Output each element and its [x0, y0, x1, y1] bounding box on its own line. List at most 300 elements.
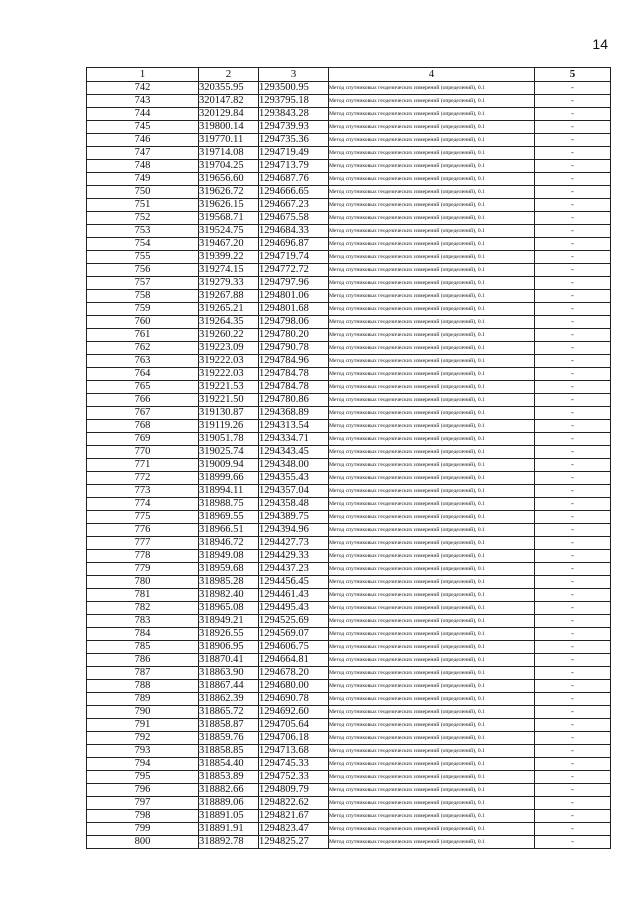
x-coordinate-cell: 319399.22	[199, 251, 259, 264]
method-cell: Метод спутниковых геодезических измерений (определений), 0.1	[329, 381, 535, 394]
method-cell: Метод спутниковых геодезических измерений (определений), 0.1	[329, 563, 535, 576]
x-coordinate-cell: 319524.75	[199, 225, 259, 238]
point-number-cell: 769	[87, 433, 199, 446]
x-coordinate-cell: 319800.14	[199, 121, 259, 134]
y-coordinate-cell: 1294784.78	[259, 381, 329, 394]
table-row	[87, 368, 611, 381]
point-number-cell: 784	[87, 628, 199, 641]
method-cell: Метод спутниковых геодезических измерений (определений), 0.1	[329, 537, 535, 550]
x-coordinate-cell: 319025.74	[199, 446, 259, 459]
y-coordinate-cell: 1293843.28	[259, 108, 329, 121]
y-coordinate-cell: 1294798.06	[259, 316, 329, 329]
table-row	[87, 290, 611, 303]
point-number-cell: 747	[87, 147, 199, 160]
y-coordinate-cell: 1294821.67	[259, 810, 329, 823]
table-row	[87, 407, 611, 420]
y-coordinate-cell: 1293500.95	[259, 82, 329, 95]
table-row	[87, 823, 611, 836]
note-cell: -	[535, 719, 611, 732]
point-number-cell: 799	[87, 823, 199, 836]
method-cell: Метод спутниковых геодезических измерений (определений), 0.1	[329, 173, 535, 186]
method-cell: Метод спутниковых геодезических измерений (определений), 0.1	[329, 394, 535, 407]
y-coordinate-cell: 1294713.79	[259, 160, 329, 173]
method-cell: Метод спутниковых геодезических измерений (определений), 0.1	[329, 186, 535, 199]
note-cell: -	[535, 654, 611, 667]
point-number-cell: 745	[87, 121, 199, 134]
note-cell: -	[535, 251, 611, 264]
point-number-cell: 798	[87, 810, 199, 823]
point-number-cell: 748	[87, 160, 199, 173]
x-coordinate-cell: 318867.44	[199, 680, 259, 693]
table-row	[87, 381, 611, 394]
point-number-cell: 765	[87, 381, 199, 394]
point-number-cell: 743	[87, 95, 199, 108]
table-row	[87, 251, 611, 264]
x-coordinate-cell: 318985.28	[199, 576, 259, 589]
x-coordinate-cell: 319467.20	[199, 238, 259, 251]
method-cell: Метод спутниковых геодезических измерений (определений), 0.1	[329, 680, 535, 693]
table-row	[87, 82, 611, 95]
method-cell: Метод спутниковых геодезических измерений (определений), 0.1	[329, 485, 535, 498]
point-number-cell: 789	[87, 693, 199, 706]
table-row	[87, 498, 611, 511]
method-cell: Метод спутниковых геодезических измерений (определений), 0.1	[329, 147, 535, 160]
method-cell: Метод спутниковых геодезических измерений (определений), 0.1	[329, 472, 535, 485]
x-coordinate-cell: 318965.08	[199, 602, 259, 615]
x-coordinate-cell: 319051.78	[199, 433, 259, 446]
method-cell: Метод спутниковых геодезических измерений (определений), 0.1	[329, 199, 535, 212]
point-number-cell: 794	[87, 758, 199, 771]
note-cell: -	[535, 420, 611, 433]
x-coordinate-cell: 318865.72	[199, 706, 259, 719]
note-cell: -	[535, 121, 611, 134]
x-coordinate-cell: 319009.94	[199, 459, 259, 472]
y-coordinate-cell: 1294606.75	[259, 641, 329, 654]
point-number-cell: 785	[87, 641, 199, 654]
point-number-cell: 796	[87, 784, 199, 797]
y-coordinate-cell: 1294427.73	[259, 537, 329, 550]
table-row	[87, 719, 611, 732]
method-cell: Метод спутниковых геодезических измерений (определений), 0.1	[329, 238, 535, 251]
x-coordinate-cell: 319264.35	[199, 316, 259, 329]
y-coordinate-cell: 1294752.33	[259, 771, 329, 784]
x-coordinate-cell: 318892.78	[199, 836, 259, 849]
x-coordinate-cell: 319626.15	[199, 199, 259, 212]
method-cell: Метод спутниковых геодезических измерений (определений), 0.1	[329, 290, 535, 303]
note-cell: -	[535, 147, 611, 160]
x-coordinate-cell: 318854.40	[199, 758, 259, 771]
table-row	[87, 199, 611, 212]
x-coordinate-cell: 319704.25	[199, 160, 259, 173]
note-cell: -	[535, 758, 611, 771]
y-coordinate-cell: 1294461.43	[259, 589, 329, 602]
method-cell: Метод спутниковых геодезических измерений (определений), 0.1	[329, 628, 535, 641]
y-coordinate-cell: 1294680.00	[259, 680, 329, 693]
x-coordinate-cell: 318959.68	[199, 563, 259, 576]
x-coordinate-cell: 318862.39	[199, 693, 259, 706]
method-cell: Метод спутниковых геодезических измерений (определений), 0.1	[329, 420, 535, 433]
y-coordinate-cell: 1294394.96	[259, 524, 329, 537]
method-cell: Метод спутниковых геодезических измерений (определений), 0.1	[329, 251, 535, 264]
note-cell: -	[535, 212, 611, 225]
y-coordinate-cell: 1294355.43	[259, 472, 329, 485]
table-row	[87, 342, 611, 355]
point-number-cell: 795	[87, 771, 199, 784]
y-coordinate-cell: 1294692.60	[259, 706, 329, 719]
y-coordinate-cell: 1294780.20	[259, 329, 329, 342]
table-row	[87, 771, 611, 784]
method-cell: Метод спутниковых геодезических измерений (определений), 0.1	[329, 459, 535, 472]
note-cell: -	[535, 784, 611, 797]
method-cell: Метод спутниковых геодезических измерений (определений), 0.1	[329, 706, 535, 719]
point-number-cell: 777	[87, 537, 199, 550]
x-coordinate-cell: 320355.95	[199, 82, 259, 95]
table-row	[87, 784, 611, 797]
note-cell: -	[535, 706, 611, 719]
x-coordinate-cell: 319221.53	[199, 381, 259, 394]
table-row	[87, 121, 611, 134]
y-coordinate-cell: 1294437.23	[259, 563, 329, 576]
table-row	[87, 264, 611, 277]
method-cell: Метод спутниковых геодезических измерений (определений), 0.1	[329, 446, 535, 459]
method-cell: Метод спутниковых геодезических измерений (определений), 0.1	[329, 784, 535, 797]
x-coordinate-cell: 320147.82	[199, 95, 259, 108]
point-number-cell: 768	[87, 420, 199, 433]
point-number-cell: 791	[87, 719, 199, 732]
x-coordinate-cell: 318982.40	[199, 589, 259, 602]
method-cell: Метод спутниковых геодезических измерений (определений), 0.1	[329, 433, 535, 446]
table-row	[87, 433, 611, 446]
point-number-cell: 744	[87, 108, 199, 121]
x-coordinate-cell: 319130.87	[199, 407, 259, 420]
table-row	[87, 394, 611, 407]
y-coordinate-cell: 1294358.48	[259, 498, 329, 511]
table-row	[87, 524, 611, 537]
x-coordinate-cell: 319279.33	[199, 277, 259, 290]
table-row	[87, 537, 611, 550]
note-cell: -	[535, 95, 611, 108]
note-cell: -	[535, 550, 611, 563]
point-number-cell: 753	[87, 225, 199, 238]
note-cell: -	[535, 485, 611, 498]
note-cell: -	[535, 329, 611, 342]
x-coordinate-cell: 318969.55	[199, 511, 259, 524]
y-coordinate-cell: 1294745.33	[259, 758, 329, 771]
point-number-cell: 766	[87, 394, 199, 407]
x-coordinate-cell: 319222.03	[199, 368, 259, 381]
table-row	[87, 316, 611, 329]
y-coordinate-cell: 1294525.69	[259, 615, 329, 628]
y-coordinate-cell: 1294719.74	[259, 251, 329, 264]
method-cell: Метод спутниковых геодезических измерений (определений), 0.1	[329, 758, 535, 771]
method-cell: Метод спутниковых геодезических измерений (определений), 0.1	[329, 719, 535, 732]
note-cell: -	[535, 563, 611, 576]
y-coordinate-cell: 1294690.78	[259, 693, 329, 706]
note-cell: -	[535, 615, 611, 628]
method-cell: Метод спутниковых геодезических измерений (определений), 0.1	[329, 225, 535, 238]
note-cell: -	[535, 472, 611, 485]
y-coordinate-cell: 1294664.81	[259, 654, 329, 667]
note-cell: -	[535, 160, 611, 173]
x-coordinate-cell: 319626.72	[199, 186, 259, 199]
table-row	[87, 706, 611, 719]
table-row	[87, 745, 611, 758]
point-number-cell: 749	[87, 173, 199, 186]
x-coordinate-cell: 318926.55	[199, 628, 259, 641]
x-coordinate-cell: 318949.08	[199, 550, 259, 563]
method-cell: Метод спутниковых геодезических измерений (определений), 0.1	[329, 277, 535, 290]
y-coordinate-cell: 1294825.27	[259, 836, 329, 849]
point-number-cell: 774	[87, 498, 199, 511]
y-coordinate-cell: 1294823.47	[259, 823, 329, 836]
x-coordinate-cell: 319119.26	[199, 420, 259, 433]
table-row	[87, 95, 611, 108]
y-coordinate-cell: 1294429.33	[259, 550, 329, 563]
table-row	[87, 485, 611, 498]
method-cell: Метод спутниковых геодезических измерений (определений), 0.1	[329, 602, 535, 615]
point-number-cell: 792	[87, 732, 199, 745]
note-cell: -	[535, 732, 611, 745]
note-cell: -	[535, 368, 611, 381]
x-coordinate-cell: 318858.87	[199, 719, 259, 732]
method-cell: Метод спутниковых геодезических измерений (определений), 0.1	[329, 576, 535, 589]
point-number-cell: 781	[87, 589, 199, 602]
note-cell: -	[535, 82, 611, 95]
x-coordinate-cell: 318863.90	[199, 667, 259, 680]
point-number-cell: 750	[87, 186, 199, 199]
x-coordinate-cell: 319265.21	[199, 303, 259, 316]
note-cell: -	[535, 810, 611, 823]
point-number-cell: 790	[87, 706, 199, 719]
coordinates-table	[86, 67, 611, 849]
note-cell: -	[535, 602, 611, 615]
method-cell: Метод спутниковых геодезических измерений (определений), 0.1	[329, 160, 535, 173]
method-cell: Метод спутниковых геодезических измерений (определений), 0.1	[329, 693, 535, 706]
x-coordinate-cell: 319221.50	[199, 394, 259, 407]
note-cell: -	[535, 433, 611, 446]
y-coordinate-cell: 1294389.75	[259, 511, 329, 524]
point-number-cell: 793	[87, 745, 199, 758]
method-cell: Метод спутниковых геодезических измерений (определений), 0.1	[329, 108, 535, 121]
x-coordinate-cell: 318891.05	[199, 810, 259, 823]
y-coordinate-cell: 1294780.86	[259, 394, 329, 407]
table-row	[87, 134, 611, 147]
point-number-cell: 779	[87, 563, 199, 576]
note-cell: -	[535, 407, 611, 420]
table-row	[87, 173, 611, 186]
y-coordinate-cell: 1294666.65	[259, 186, 329, 199]
note-cell: -	[535, 498, 611, 511]
x-coordinate-cell: 318994.11	[199, 485, 259, 498]
note-cell: -	[535, 381, 611, 394]
method-cell: Метод спутниковых геодезических измерений (определений), 0.1	[329, 407, 535, 420]
point-number-cell: 776	[87, 524, 199, 537]
table-body	[87, 82, 611, 849]
method-cell: Метод спутниковых геодезических измерений (определений), 0.1	[329, 732, 535, 745]
y-coordinate-cell: 1294706.18	[259, 732, 329, 745]
x-coordinate-cell: 318946.72	[199, 537, 259, 550]
note-cell: -	[535, 316, 611, 329]
method-cell: Метод спутниковых геодезических измерений (определений), 0.1	[329, 615, 535, 628]
note-cell: -	[535, 134, 611, 147]
x-coordinate-cell: 318988.75	[199, 498, 259, 511]
y-coordinate-cell: 1294719.49	[259, 147, 329, 160]
table-row	[87, 511, 611, 524]
table-row	[87, 732, 611, 745]
table-row	[87, 225, 611, 238]
point-number-cell: 759	[87, 303, 199, 316]
point-number-cell: 760	[87, 316, 199, 329]
note-cell: -	[535, 199, 611, 212]
note-cell: -	[535, 693, 611, 706]
table-row	[87, 459, 611, 472]
y-coordinate-cell: 1294784.78	[259, 368, 329, 381]
header-col-2: 2	[199, 68, 259, 82]
note-cell: -	[535, 823, 611, 836]
y-coordinate-cell: 1294495.43	[259, 602, 329, 615]
note-cell: -	[535, 459, 611, 472]
point-number-cell: 756	[87, 264, 199, 277]
table-row	[87, 680, 611, 693]
point-number-cell: 770	[87, 446, 199, 459]
point-number-cell: 742	[87, 82, 199, 95]
y-coordinate-cell: 1294456.45	[259, 576, 329, 589]
table-row	[87, 667, 611, 680]
x-coordinate-cell: 319260.22	[199, 329, 259, 342]
method-cell: Метод спутниковых геодезических измерений (определений), 0.1	[329, 316, 535, 329]
y-coordinate-cell: 1294790.78	[259, 342, 329, 355]
point-number-cell: 767	[87, 407, 199, 420]
table-row	[87, 641, 611, 654]
point-number-cell: 754	[87, 238, 199, 251]
note-cell: -	[535, 511, 611, 524]
y-coordinate-cell: 1294772.72	[259, 264, 329, 277]
note-cell: -	[535, 186, 611, 199]
y-coordinate-cell: 1294334.71	[259, 433, 329, 446]
header-col-3: 3	[259, 68, 329, 82]
point-number-cell: 755	[87, 251, 199, 264]
x-coordinate-cell: 319714.08	[199, 147, 259, 160]
table-row	[87, 654, 611, 667]
y-coordinate-cell: 1294687.76	[259, 173, 329, 186]
y-coordinate-cell: 1294713.68	[259, 745, 329, 758]
method-cell: Метод спутниковых геодезических измерений (определений), 0.1	[329, 745, 535, 758]
table-row	[87, 420, 611, 433]
y-coordinate-cell: 1294678.20	[259, 667, 329, 680]
table-row	[87, 147, 611, 160]
point-number-cell: 782	[87, 602, 199, 615]
header-col-4: 4	[329, 68, 535, 82]
y-coordinate-cell: 1294667.23	[259, 199, 329, 212]
y-coordinate-cell: 1294822.62	[259, 797, 329, 810]
y-coordinate-cell: 1294696.87	[259, 238, 329, 251]
point-number-cell: 764	[87, 368, 199, 381]
method-cell: Метод спутниковых геодезических измерений (определений), 0.1	[329, 134, 535, 147]
method-cell: Метод спутниковых геодезических измерений (определений), 0.1	[329, 511, 535, 524]
note-cell: -	[535, 108, 611, 121]
x-coordinate-cell: 318889.06	[199, 797, 259, 810]
x-coordinate-cell: 319656.60	[199, 173, 259, 186]
y-coordinate-cell: 1294735.36	[259, 134, 329, 147]
y-coordinate-cell: 1294313.54	[259, 420, 329, 433]
method-cell: Метод спутниковых геодезических измерений (определений), 0.1	[329, 771, 535, 784]
method-cell: Метод спутниковых геодезических измерений (определений), 0.1	[329, 303, 535, 316]
page-number: 14	[592, 36, 608, 52]
point-number-cell: 771	[87, 459, 199, 472]
table-row	[87, 797, 611, 810]
note-cell: -	[535, 303, 611, 316]
method-cell: Метод спутниковых геодезических измерений (определений), 0.1	[329, 654, 535, 667]
point-number-cell: 757	[87, 277, 199, 290]
point-number-cell: 772	[87, 472, 199, 485]
y-coordinate-cell: 1294569.07	[259, 628, 329, 641]
point-number-cell: 758	[87, 290, 199, 303]
x-coordinate-cell: 318859.76	[199, 732, 259, 745]
point-number-cell: 761	[87, 329, 199, 342]
y-coordinate-cell: 1294357.04	[259, 485, 329, 498]
point-number-cell: 763	[87, 355, 199, 368]
point-number-cell: 800	[87, 836, 199, 849]
table-row	[87, 472, 611, 485]
y-coordinate-cell: 1294801.68	[259, 303, 329, 316]
note-cell: -	[535, 524, 611, 537]
method-cell: Метод спутниковых геодезических измерений (определений), 0.1	[329, 329, 535, 342]
x-coordinate-cell: 318870.41	[199, 654, 259, 667]
table-row	[87, 277, 611, 290]
point-number-cell: 788	[87, 680, 199, 693]
method-cell: Метод спутниковых геодезических измерений (определений), 0.1	[329, 641, 535, 654]
table-row	[87, 446, 611, 459]
x-coordinate-cell: 319222.03	[199, 355, 259, 368]
table-row	[87, 108, 611, 121]
method-cell: Метод спутниковых геодезических измерений (определений), 0.1	[329, 212, 535, 225]
y-coordinate-cell: 1294784.96	[259, 355, 329, 368]
method-cell: Метод спутниковых геодезических измерений (определений), 0.1	[329, 823, 535, 836]
table-row	[87, 563, 611, 576]
method-cell: Метод спутниковых геодезических измерений (определений), 0.1	[329, 82, 535, 95]
method-cell: Метод спутниковых геодезических измерений (определений), 0.1	[329, 498, 535, 511]
x-coordinate-cell: 318906.95	[199, 641, 259, 654]
note-cell: -	[535, 225, 611, 238]
y-coordinate-cell: 1294705.64	[259, 719, 329, 732]
x-coordinate-cell: 318966.51	[199, 524, 259, 537]
note-cell: -	[535, 446, 611, 459]
table-row	[87, 810, 611, 823]
y-coordinate-cell: 1294684.33	[259, 225, 329, 238]
method-cell: Метод спутниковых геодезических измерений (определений), 0.1	[329, 810, 535, 823]
table-row	[87, 303, 611, 316]
note-cell: -	[535, 836, 611, 849]
table-row	[87, 836, 611, 849]
header-col-1: 1	[87, 68, 199, 82]
table-row	[87, 758, 611, 771]
x-coordinate-cell: 318949.21	[199, 615, 259, 628]
point-number-cell: 786	[87, 654, 199, 667]
method-cell: Метод спутниковых геодезических измерений (определений), 0.1	[329, 589, 535, 602]
x-coordinate-cell: 318882.66	[199, 784, 259, 797]
note-cell: -	[535, 641, 611, 654]
point-number-cell: 780	[87, 576, 199, 589]
note-cell: -	[535, 537, 611, 550]
table-header-row	[87, 68, 611, 82]
point-number-cell: 775	[87, 511, 199, 524]
x-coordinate-cell: 319267.88	[199, 290, 259, 303]
point-number-cell: 751	[87, 199, 199, 212]
point-number-cell: 762	[87, 342, 199, 355]
point-number-cell: 778	[87, 550, 199, 563]
table-row	[87, 602, 611, 615]
y-coordinate-cell: 1294739.93	[259, 121, 329, 134]
